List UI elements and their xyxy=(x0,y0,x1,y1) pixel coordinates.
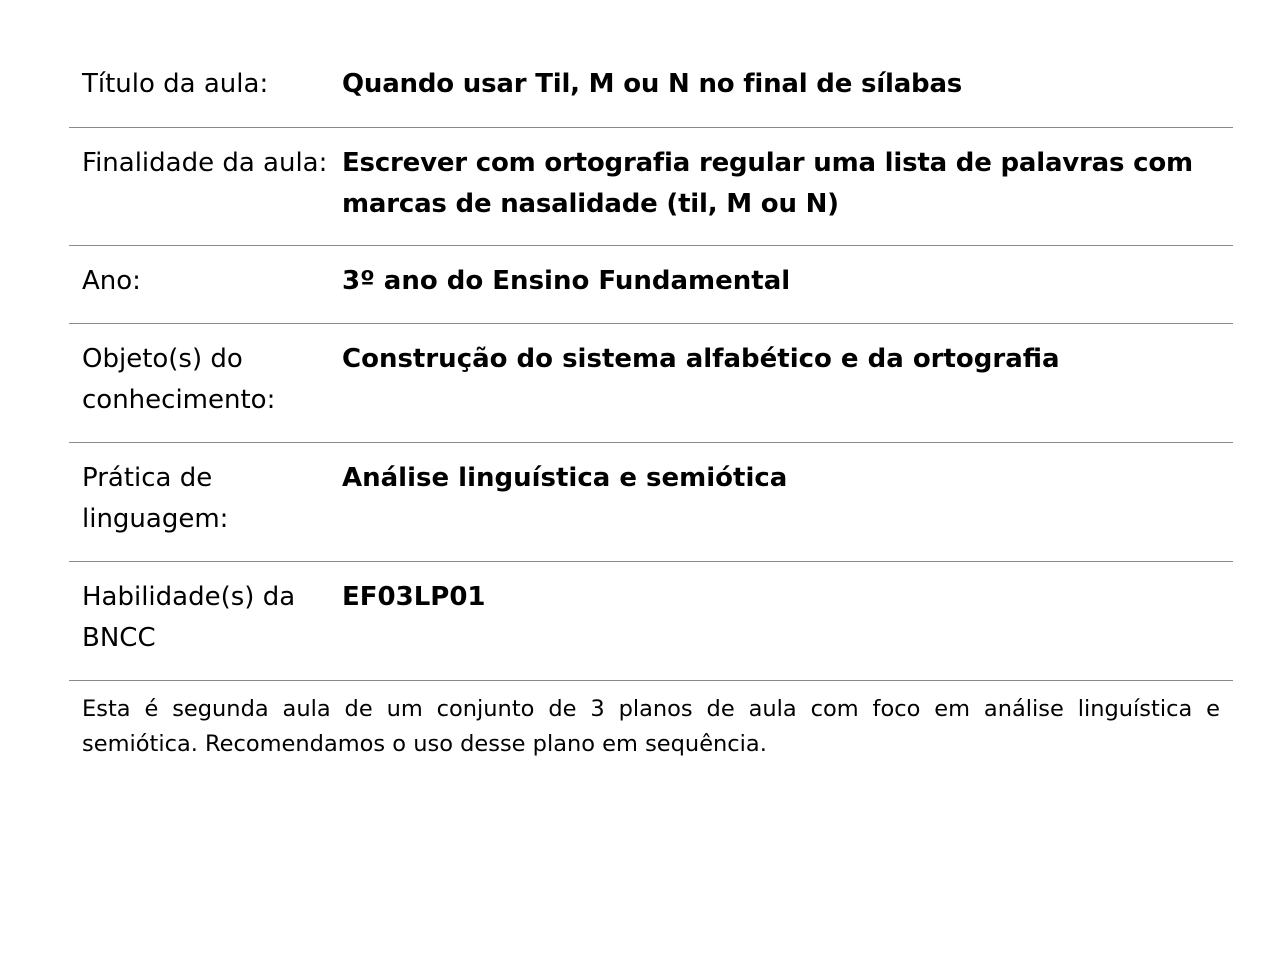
row-bncc-skill xyxy=(69,561,1233,680)
knowledge-object-value: Construção do sistema alfabético e da ortografia xyxy=(329,323,1233,442)
bncc-skill-value: EF03LP01 xyxy=(329,561,1233,680)
row-lesson-purpose xyxy=(69,127,1233,245)
language-practice-value: Análise linguística e semiótica xyxy=(329,442,1233,561)
language-practice-label: Prática de linguagem: xyxy=(69,442,329,561)
lesson-purpose-value: Escrever com ortografia regular uma lista de palavras com marcas de nasalidade (til, M ou N) xyxy=(329,127,1233,245)
row-knowledge-object xyxy=(69,323,1233,442)
sequence-note: Esta é segunda aula de um conjunto de 3 planos de aula com foco em análise linguística e semiótica. Recomendamos o uso desse plano em sequência. xyxy=(82,695,1220,757)
knowledge-object-label: Objeto(s) do conhecimento: xyxy=(69,323,329,442)
school-year-value: 3º ano do Ensino Fundamental xyxy=(329,245,1233,323)
lesson-info-table xyxy=(69,46,1233,681)
school-year-label: Ano: xyxy=(69,245,329,323)
lesson-title-value: Quando usar Til, M ou N no final de sílabas xyxy=(329,46,1233,127)
bncc-skill-label: Habilidade(s) da BNCC xyxy=(69,561,329,680)
row-lesson-title xyxy=(69,46,1233,127)
lesson-purpose-label: Finalidade da aula: xyxy=(69,127,329,245)
lesson-plan-sheet xyxy=(69,46,1233,762)
lesson-title-label: Título da aula: xyxy=(69,46,329,127)
row-language-practice xyxy=(69,442,1233,561)
row-school-year xyxy=(69,245,1233,323)
